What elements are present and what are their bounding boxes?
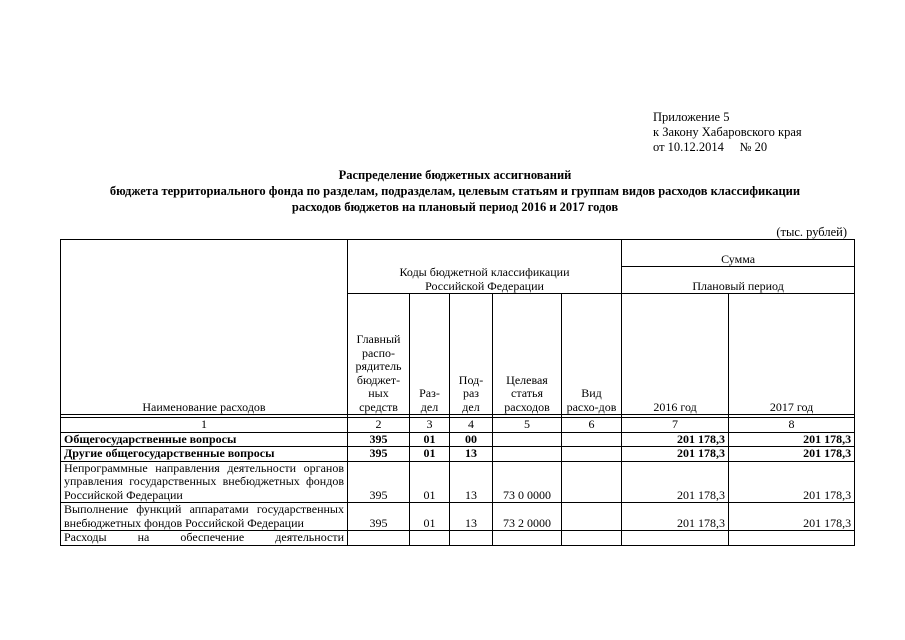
- row-subsection: 13: [450, 503, 493, 531]
- header-name: Наименование расходов: [61, 240, 348, 415]
- appendix-line-1: Приложение 5: [653, 110, 730, 124]
- header-main-manager: Главный распо-рядитель бюджет-ных средств: [348, 294, 410, 415]
- table-row: [61, 503, 855, 531]
- row-target: [493, 531, 562, 546]
- header-section: Раз-дел: [410, 294, 450, 415]
- row-kind: [562, 461, 622, 503]
- row-section: 01: [410, 432, 450, 447]
- header-row-1: [61, 240, 855, 267]
- row-2016: [622, 531, 729, 546]
- appendix-line-2: к Закону Хабаровского края: [653, 125, 802, 139]
- column-number: 5: [493, 418, 562, 433]
- row-name: Другие общегосударственные вопросы: [61, 447, 348, 462]
- row-2017: [729, 531, 855, 546]
- table-row: [61, 447, 855, 462]
- header-subsection: Под-раз дел: [450, 294, 493, 415]
- row-2016: 201 178,3: [622, 447, 729, 462]
- row-subsection: 13: [450, 461, 493, 503]
- column-number: 2: [348, 418, 410, 433]
- row-section: 01: [410, 447, 450, 462]
- row-target: 73 2 0000: [493, 503, 562, 531]
- title-line-2: бюджета территориального фонда по разделам, подразделам, целевым статьям и группам видов расходов классификации: [109, 184, 801, 198]
- row-2016: 201 178,3: [622, 461, 729, 503]
- header-year-2016: 2016 год: [622, 294, 729, 415]
- budget-table: [60, 239, 855, 546]
- title-line-1: Распределение бюджетных ассигнований: [338, 168, 572, 182]
- row-2017: 201 178,3: [729, 503, 855, 531]
- row-grbs: [348, 531, 410, 546]
- appendix-line-3: от 10.12.2014 № 20: [653, 140, 768, 154]
- row-name: Расходы на обеспечение деятельности: [61, 531, 348, 546]
- header-year-2017: 2017 год: [729, 294, 855, 415]
- column-number: 4: [450, 418, 493, 433]
- row-grbs: 395: [348, 503, 410, 531]
- row-name: Непрограммные направления деятельности органов управления государственных внебюджетных фондов Российской Федерации: [61, 461, 348, 503]
- row-section: 01: [410, 461, 450, 503]
- header-codes: [348, 240, 622, 294]
- column-number: 6: [562, 418, 622, 433]
- document-title: [40, 167, 870, 215]
- column-numbers-row: [61, 418, 855, 433]
- row-2016: 201 178,3: [622, 503, 729, 531]
- row-kind: [562, 432, 622, 447]
- row-kind: [562, 503, 622, 531]
- header-expense-kind: Вид расхо-дов: [562, 294, 622, 415]
- column-number: 1: [61, 418, 348, 433]
- header-sum: Сумма: [622, 240, 855, 267]
- header-planned: Плановый период: [622, 267, 855, 294]
- row-2017: 201 178,3: [729, 461, 855, 503]
- column-number: 8: [729, 418, 855, 433]
- row-2017: 201 178,3: [729, 432, 855, 447]
- row-name: Выполнение функций аппаратами государственных внебюджетных фондов Российской Федерации: [61, 503, 348, 531]
- row-2016: 201 178,3: [622, 432, 729, 447]
- units-label: (тыс. рублей): [776, 225, 847, 239]
- column-number: 3: [410, 418, 450, 433]
- row-subsection: 13: [450, 447, 493, 462]
- row-section: [410, 531, 450, 546]
- row-target: 73 0 0000: [493, 461, 562, 503]
- appendix-block: [653, 110, 802, 155]
- row-2017: 201 178,3: [729, 447, 855, 462]
- row-subsection: [450, 531, 493, 546]
- row-section: 01: [410, 503, 450, 531]
- row-target: [493, 447, 562, 462]
- table-row: [61, 531, 855, 546]
- row-grbs: 395: [348, 432, 410, 447]
- row-name: Общегосударственные вопросы: [61, 432, 348, 447]
- header-codes-text: Коды бюджетной классификации Российской Федерации: [399, 265, 570, 293]
- title-line-3: расходов бюджетов на плановый период 2016 и 2017 годов: [291, 200, 619, 214]
- column-number: 7: [622, 418, 729, 433]
- row-kind: [562, 447, 622, 462]
- row-target: [493, 432, 562, 447]
- row-kind: [562, 531, 622, 546]
- table-row: [61, 432, 855, 447]
- header-target-article: Целевая статья расходов: [493, 294, 562, 415]
- row-grbs: 395: [348, 447, 410, 462]
- row-subsection: 00: [450, 432, 493, 447]
- row-grbs: 395: [348, 461, 410, 503]
- table-row: [61, 461, 855, 503]
